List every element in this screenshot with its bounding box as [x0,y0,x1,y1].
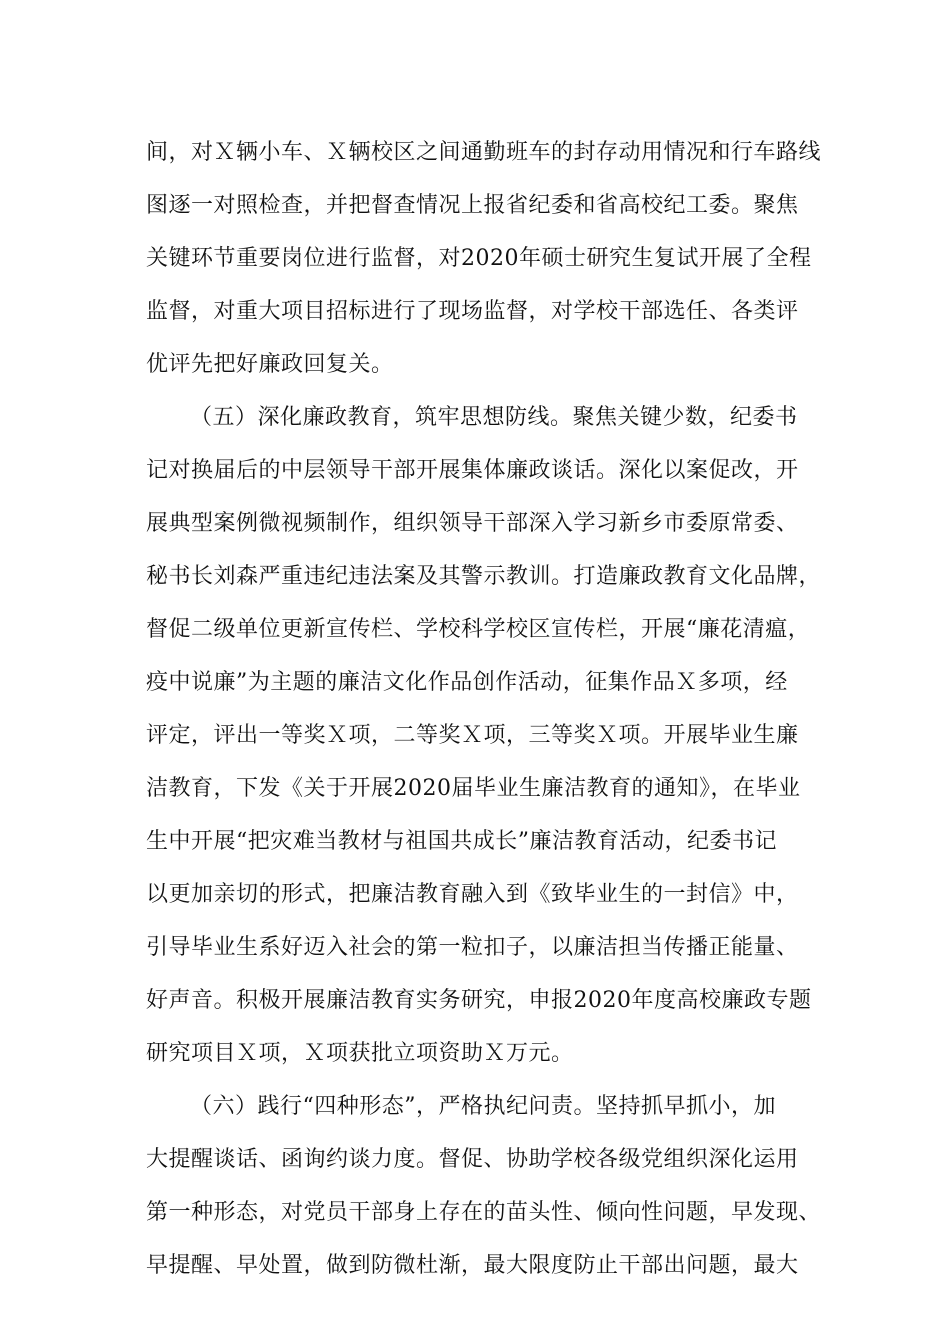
text-line: 图逐一对照检查，并把督查情况上报省纪委和省高校纪工委。聚焦 [146,193,799,218]
text-line: 洁教育，下发《关于开展2020届毕业生廉洁教育的通知》，在毕业 [146,776,801,801]
text-line: 引导毕业生系好迈入社会的第一粒扣子，以廉洁担当传播正能量、 [146,935,799,960]
text-line: （五）深化廉政教育，筑牢思想防线。聚焦关键少数，纪委书 [190,405,798,430]
text-line: 记对换届后的中层领导干部开展集体廉政谈话。深化以案促改，开 [146,458,799,483]
text-line: 展典型案例微视频制作，组织领导干部深入学习新乡市委原常委、 [146,511,799,536]
text-line: 疫中说廉”为主题的廉洁文化作品创作活动，征集作品Ｘ多项，经 [146,670,788,695]
text-line: （六）践行“四种形态”，严格执纪问责。坚持抓早抓小，加 [190,1094,776,1119]
text-line: 秘书长刘森严重违纪违法案及其警示教训。打造廉政教育文化品牌， [146,564,822,589]
text-line: 生中开展“把灾难当教材与祖国共成长”廉洁教育活动，纪委书记 [146,829,777,854]
text-line: 间，对Ｘ辆小车、Ｘ辆校区之间通勤班车的封存动用情况和行车路线 [146,140,822,165]
text-line: 督促二级单位更新宣传栏、学校科学校区宣传栏，开展“廉花清瘟， [146,617,811,642]
text-line: 好声音。积极开展廉洁教育实务研究，申报2020年度高校廉政专题 [146,988,812,1013]
text-line: 第一种形态，对党员干部身上存在的苗头性、倾向性问题，早发现、 [146,1200,822,1225]
text-line: 关键环节重要岗位进行监督，对2020年硕士研究生复试开展了全程 [146,246,812,271]
text-line: 优评先把好廉政回复关。 [146,352,394,377]
text-line: 大提醒谈话、函询约谈力度。督促、协助学校各级党组织深化运用 [146,1147,799,1172]
text-line: 以更加亲切的形式，把廉洁教育融入到《致毕业生的一封信》中， [146,882,799,907]
text-line: 监督，对重大项目招标进行了现场监督，对学校干部选任、各类评 [146,299,799,324]
text-line: 研究项目Ｘ项，Ｘ项获批立项资助Ｘ万元。 [146,1041,574,1066]
text-line: 早提醒、早处置，做到防微杜渐，最大限度防止干部出问题，最大 [146,1253,799,1278]
text-line: 评定，评出一等奖Ｘ项，二等奖Ｘ项，三等奖Ｘ项。开展毕业生廉 [146,723,799,748]
